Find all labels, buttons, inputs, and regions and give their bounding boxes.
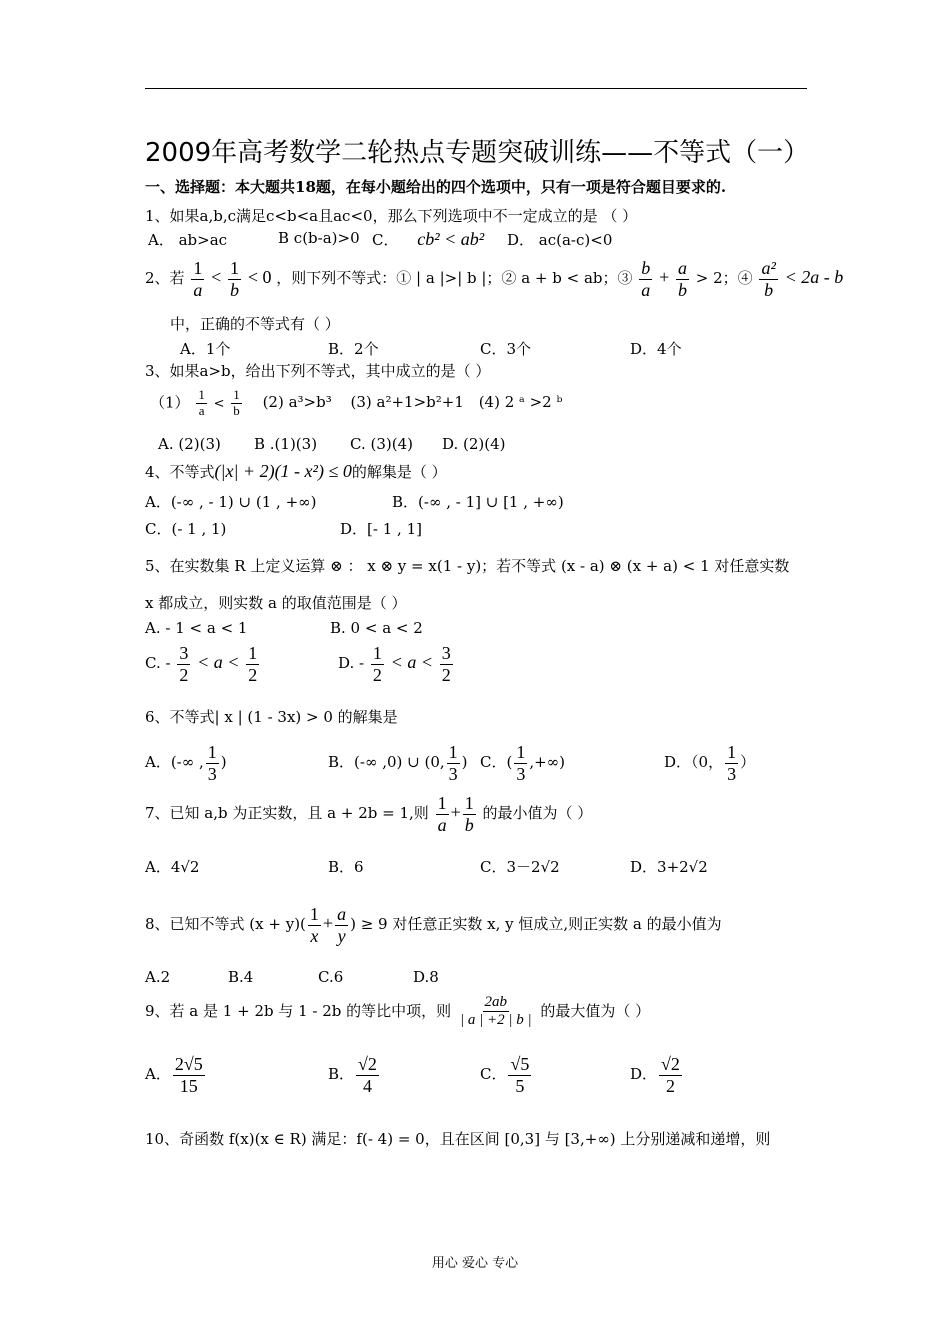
- q3-item4: (4) 2 ᵃ >2 ᵇ: [478, 393, 563, 412]
- q3-option-b: B .(1)(3): [254, 435, 318, 453]
- q2-prefix: 2、若: [145, 269, 185, 288]
- q4-stem: [145, 461, 447, 482]
- page-title: 2009年高考数学二轮热点专题突破训练——不等式（一）: [145, 138, 810, 168]
- q4-option-a: A．(-∞ , - 1) ∪ (1 , +∞): [145, 493, 317, 511]
- q7-option-b: B．6: [328, 858, 364, 876]
- q8-option-c: C.6: [318, 968, 344, 986]
- q1-option-b: B c(b-a)>0: [278, 229, 360, 247]
- q3-stem: 3、如果a>b，给出下列不等式，其中成立的是（ ）: [145, 362, 491, 380]
- q3-option-d: D. (2)(4): [442, 435, 506, 453]
- q8-frac-a-over-y: $\frac{a}{y}$: [337, 904, 347, 946]
- q6-stem: 6、不等式| x | (1 - 3x) > 0 的解集是: [145, 708, 398, 726]
- q4-suffix: 的解集是（ ）: [351, 463, 447, 481]
- q2-item3-tail: > 2；④: [695, 269, 753, 288]
- page-footer: 用心 爱心 专心: [431, 1256, 519, 1271]
- q1-option-a: A． ab>ac: [148, 231, 228, 249]
- q7-frac-1-over-b: $\frac{1}{b}$: [464, 793, 474, 835]
- q5-line2: x 都成立，则实数 a 的取值范围是（ ）: [145, 594, 407, 612]
- q7-option-a: A．4√2: [145, 858, 200, 876]
- q2-frac-1-over-b: $\frac{1}{b}$: [230, 258, 240, 300]
- q10-stem: 10、奇函数 f(x)(x ∈ R) 满足：f(- 4) = 0，且在区间 [0,3] 与 [3,+∞) 上分别递减和递增，则: [145, 1130, 771, 1148]
- q2-frac-1-over-a: $\frac{1}{a}$: [193, 258, 203, 300]
- q6-option-d: D．（0， $\frac{1}{3}$ ）: [664, 742, 756, 784]
- q3-item2: (2) a³>b³: [262, 393, 332, 412]
- q2-line2: 中，正确的不等式有（ ）: [170, 315, 340, 333]
- q8-option-d: D.8: [413, 968, 439, 986]
- q1-option-c-math: cb² < ab²: [417, 229, 485, 249]
- q2-option-a: A．1个: [180, 340, 231, 358]
- q9-frac: $\frac{2ab}{| a | +2 | b |}$: [459, 994, 532, 1029]
- q3-items: （1） $\frac{1}{a}$ < $\frac{1}{b}$ (2) a³>b³ (3) a²+1>b²+1 (4) 2 ᵃ >2 ᵇ: [150, 387, 563, 418]
- q3-option-a: A. (2)(3): [158, 435, 221, 453]
- q3-frac-1-over-a: $\frac{1}{a}$: [198, 387, 205, 418]
- q5-d-frac-3-over-2: $\frac{3}{2}$: [441, 643, 451, 685]
- q4-option-c: C．(- 1 , 1): [145, 520, 227, 538]
- q2-item4-tail: < 2a - b: [784, 267, 844, 288]
- q5-c-frac-3-over-2: $\frac{3}{2}$: [179, 643, 189, 685]
- q2-frac-b-over-a: $\frac{b}{a}$: [641, 258, 651, 300]
- q3-option-c: C. (3)(4): [350, 435, 413, 453]
- q2-condition: < 0: [247, 267, 272, 288]
- q1-option-c-label: C．: [372, 231, 399, 249]
- q9-c-frac: $\frac{√5}{5}$: [510, 1054, 530, 1096]
- q2-option-c: C．3个: [480, 340, 532, 358]
- q9-b-frac: $\frac{√2}{4}$: [358, 1054, 377, 1096]
- q7-stem: 7、已知 a,b 为正实数，且 a + 2b = 1,则 $\frac{1}{a}$ + $\frac{1}{b}$ 的最小值为（ ）: [145, 793, 593, 835]
- q8-option-a: A.2: [145, 968, 171, 986]
- q4-option-b: B．(-∞ , - 1] ∪ [1 , +∞): [392, 493, 564, 511]
- q7-option-c: C．3－2√2: [480, 858, 560, 876]
- q1-option-c: [372, 229, 484, 250]
- q5-line1: 5、在实数集 R 上定义运算 ⊗ ： x ⊗ y = x(1 - y)；若不等式 (x - a) ⊗ (x + a) < 1 对任意实数: [145, 557, 790, 575]
- q6-d-frac: $\frac{1}{3}$: [727, 742, 737, 784]
- header-rule: [145, 88, 807, 89]
- q4-option-d: D．[- 1 , 1]: [340, 520, 422, 538]
- q2-frac-a2-over-b: $\frac{\text{a²}}{b}$: [761, 258, 776, 300]
- q6-b-frac: $\frac{1}{3}$: [448, 742, 458, 784]
- q3-item1-prefix: （1）: [150, 393, 190, 412]
- q9-d-frac: $\frac{√2}{2}$: [661, 1054, 680, 1096]
- q2-option-d: D．4个: [630, 340, 682, 358]
- q7-option-d: D．3+2√2: [630, 858, 708, 876]
- q5-option-d: D. - $\frac{1}{2}$ < a < $\frac{3}{2}$: [338, 643, 451, 685]
- q5-option-a: A. - 1 < a < 1: [145, 619, 248, 637]
- q1-stem: 1、如果a,b,c满足c<b<a且ac<0，那么下列选项中不一定成立的是 （ ）: [145, 207, 638, 225]
- q5-c-frac-1-over-2: $\frac{1}{2}$: [248, 643, 258, 685]
- q2-items: ，则下列不等式：① | a |>| b |；② a + b < ab；③: [276, 269, 633, 288]
- q9-option-c: C． $\frac{√5}{5}$: [480, 1054, 530, 1096]
- q5-d-frac-1-over-2: $\frac{1}{2}$: [372, 643, 382, 685]
- q8-option-b: B.4: [228, 968, 254, 986]
- q3-item3: (3) a²+1>b²+1: [350, 393, 464, 412]
- q8-stem: 8、已知不等式 (x + y)( $\frac{1}{x}$ + $\frac{a}{y}$ ) ≥ 9 对任意正实数 x, y 恒成立,则正实数 a 的最小值为: [145, 904, 722, 946]
- q6-option-b: B．(-∞ ,0) ∪ (0, $\frac{1}{3}$ ): [328, 742, 468, 784]
- q1-option-d: D． ac(a-c)<0: [507, 231, 613, 249]
- q4-expr: (|x| + 2)(1 - x²) ≤ 0: [214, 461, 352, 481]
- q9-option-b: B． $\frac{√2}{4}$: [328, 1054, 377, 1096]
- q5-option-c: C. - $\frac{3}{2}$ < a < $\frac{1}{2}$: [145, 643, 258, 685]
- q9-a-frac: $\frac{2√5}{15}$: [174, 1054, 203, 1096]
- q2-frac-a-over-b: $\frac{a}{b}$: [678, 258, 688, 300]
- q7-frac-1-over-a: $\frac{1}{a}$: [437, 793, 447, 835]
- q8-frac-1-over-x: $\frac{1}{x}$: [309, 904, 319, 946]
- q9-option-a: A． $\frac{2√5}{15}$: [145, 1054, 203, 1096]
- q6-a-frac: $\frac{1}{3}$: [207, 742, 217, 784]
- section-header: 一、选择题：本大题共18题，在每小题给出的四个选项中，只有一项是符合题目要求的.: [145, 178, 727, 196]
- q6-option-c: C．( $\frac{1}{3}$ ,+∞): [480, 742, 566, 784]
- q6-option-a: A．(-∞ , $\frac{1}{3}$ ): [145, 742, 227, 784]
- q5-option-b: B. 0 < a < 2: [330, 619, 423, 637]
- q9-option-d: D． $\frac{√2}{2}$: [630, 1054, 680, 1096]
- q4-prefix: 4、不等式: [145, 463, 215, 481]
- q9-stem: 9、若 a 是 1 + 2b 与 1 - 2b 的等比中项，则 $\frac{2ab}{| a | +2 | b |}$ 的最大值为（ ）: [145, 994, 651, 1029]
- q3-frac-1-over-b: $\frac{1}{b}$: [233, 387, 240, 418]
- q6-c-frac: $\frac{1}{3}$: [516, 742, 526, 784]
- q2-option-b: B．2个: [328, 340, 379, 358]
- q2-stem: 2、若 $\frac{1}{a}$ < $\frac{1}{b}$ < 0 ，则下列不等式：① | a |>| b |；② a + b < ab；③ $\frac{b}{a}$ + $\frac{a}{b}$ > 2；④ $\frac{\text{a²}}{b}$ < 2a - b: [145, 258, 844, 300]
